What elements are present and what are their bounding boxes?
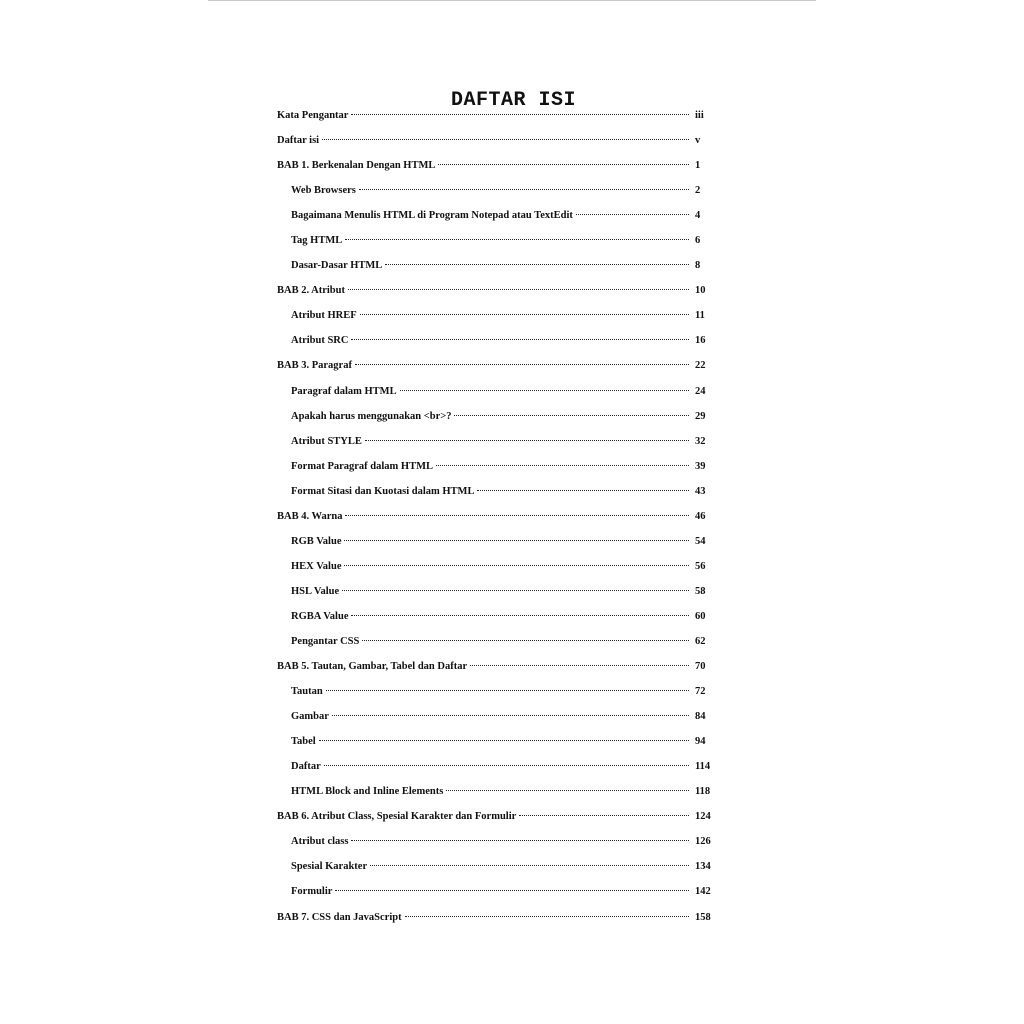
toc-section-entry xyxy=(277,235,717,260)
toc-page-number: 11 xyxy=(695,310,705,322)
toc-entry-label: BAB 2. Atribut xyxy=(277,285,345,297)
dot-leader xyxy=(345,515,689,516)
toc-entry-label: Tautan xyxy=(291,686,323,698)
toc-section-entry xyxy=(277,761,717,786)
toc-page-number: iii xyxy=(695,110,704,121)
page-top-edge xyxy=(208,0,816,1)
toc-chapter-entry xyxy=(277,511,717,536)
toc-section-entry xyxy=(277,411,717,436)
toc-entry-label: Atribut HREF xyxy=(291,310,357,322)
toc-page-number: 22 xyxy=(695,360,706,372)
toc-chapter-entry xyxy=(277,135,717,160)
dot-leader xyxy=(470,665,689,666)
toc-entry-label: BAB 1. Berkenalan Dengan HTML xyxy=(277,160,436,172)
dot-leader xyxy=(345,239,689,240)
toc-section-entry xyxy=(277,310,717,335)
toc-entry-label: Atribut SRC xyxy=(291,335,349,347)
toc-page-number: 60 xyxy=(695,610,706,622)
toc-entry-label: Daftar isi xyxy=(277,135,320,147)
dot-leader xyxy=(335,890,689,891)
toc-page-number: 2 xyxy=(695,185,701,197)
dot-leader xyxy=(351,840,689,841)
toc-chapter-entry xyxy=(277,285,717,310)
toc-page-number: 118 xyxy=(695,786,711,798)
toc-page-number: 29 xyxy=(695,410,706,422)
dot-leader xyxy=(405,916,689,917)
toc-entry-label: Gambar xyxy=(291,711,329,723)
toc-page-number: 142 xyxy=(695,886,711,898)
dot-leader xyxy=(438,164,689,165)
page-title: DAFTAR ISI xyxy=(450,89,577,113)
toc-entry-label: BAB 5. Tautan, Gambar, Tabel dan Daftar xyxy=(277,661,468,673)
toc-entry-label: Atribut class xyxy=(291,836,349,848)
toc-page-number: 8 xyxy=(695,260,701,272)
toc-section-entry xyxy=(277,886,717,911)
toc-page-number: 10 xyxy=(695,285,706,297)
toc-entry-label: Kata Pengantar xyxy=(277,110,349,121)
toc-section-entry xyxy=(277,861,717,886)
toc-entry-label: BAB 6. Atribut Class, Spesial Karakter dan Formulir xyxy=(277,811,517,823)
dot-leader xyxy=(344,565,689,566)
toc-section-entry xyxy=(277,335,717,360)
toc-section-entry xyxy=(277,386,717,411)
toc-section-entry xyxy=(277,611,717,636)
toc-entry-label: Tag HTML xyxy=(291,235,343,247)
dot-leader xyxy=(400,390,689,391)
toc-section-entry xyxy=(277,786,717,811)
toc-section-entry xyxy=(277,636,717,661)
dot-leader xyxy=(326,690,689,691)
toc-section-entry xyxy=(277,836,717,861)
toc-page-number: 124 xyxy=(695,811,711,823)
toc-entry-label: Atribut STYLE xyxy=(291,435,362,447)
toc-section-entry xyxy=(277,260,717,285)
toc-entry-label: Dasar-Dasar HTML xyxy=(291,260,383,272)
toc-page-number: 4 xyxy=(695,210,701,222)
toc-section-entry xyxy=(277,436,717,461)
dot-leader xyxy=(385,264,689,265)
toc-page-number: 16 xyxy=(695,335,706,347)
dot-leader xyxy=(370,865,689,866)
toc-section-entry xyxy=(277,711,717,736)
toc-section-entry xyxy=(277,461,717,486)
toc-section-entry xyxy=(277,736,717,761)
toc-page-number: v xyxy=(695,135,701,147)
toc-section-entry xyxy=(277,561,717,586)
toc-section-entry xyxy=(277,586,717,611)
toc-entry-label: BAB 3. Paragraf xyxy=(277,360,352,372)
dot-leader xyxy=(342,590,689,591)
toc-entry-label: Format Sitasi dan Kuotasi dalam HTML xyxy=(291,485,475,497)
toc-entry-label: Web Browsers xyxy=(291,185,356,197)
toc-entry-label: Tabel xyxy=(291,736,316,748)
toc-entry-label: RGBA Value xyxy=(291,610,349,622)
dot-leader xyxy=(351,615,689,616)
toc-page-number: 158 xyxy=(695,911,711,923)
toc-page-number: 39 xyxy=(695,460,706,472)
toc-page-number: 58 xyxy=(695,585,706,597)
toc-entry-label: BAB 7. CSS dan JavaScript xyxy=(277,911,402,923)
toc-section-entry xyxy=(277,536,717,561)
toc-page-number: 1 xyxy=(695,160,701,172)
dot-leader xyxy=(446,790,689,791)
toc-page-number: 134 xyxy=(695,861,711,873)
toc-entry-label: RGB Value xyxy=(291,535,342,547)
dot-leader xyxy=(319,740,689,741)
toc-entry-label: Format Paragraf dalam HTML xyxy=(291,460,434,472)
table-of-contents xyxy=(277,110,717,937)
dot-leader xyxy=(332,715,689,716)
toc-chapter-entry xyxy=(277,110,717,135)
toc-entry-label: Formulir xyxy=(291,886,333,898)
toc-entry-label: HEX Value xyxy=(291,560,342,572)
toc-page-number: 126 xyxy=(695,836,711,848)
toc-entry-label: HTML Block and Inline Elements xyxy=(291,786,444,798)
toc-page-number: 32 xyxy=(695,435,706,447)
dot-leader xyxy=(360,314,689,315)
dot-leader xyxy=(477,490,689,491)
toc-page-number: 6 xyxy=(695,235,701,247)
dot-leader xyxy=(348,289,689,290)
toc-section-entry xyxy=(277,210,717,235)
toc-entry-label: Daftar xyxy=(291,761,321,773)
toc-section-entry xyxy=(277,686,717,711)
toc-section-entry xyxy=(277,486,717,511)
toc-page-number: 94 xyxy=(695,736,706,748)
toc-page-number: 84 xyxy=(695,711,706,723)
dot-leader xyxy=(351,114,689,115)
toc-section-entry xyxy=(277,185,717,210)
dot-leader xyxy=(351,339,689,340)
toc-chapter-entry xyxy=(277,912,717,937)
toc-page-number: 46 xyxy=(695,510,706,522)
dot-leader xyxy=(362,640,689,641)
toc-chapter-entry xyxy=(277,811,717,836)
dot-leader xyxy=(322,139,689,140)
toc-page-number: 43 xyxy=(695,485,706,497)
toc-page-number: 70 xyxy=(695,661,706,673)
toc-page-number: 114 xyxy=(695,761,711,773)
toc-page-number: 54 xyxy=(695,535,706,547)
toc-entry-label: Bagaimana Menulis HTML di Program Notepad atau TextEdit xyxy=(291,210,573,222)
toc-entry-label: Apakah harus menggunakan <br>? xyxy=(291,410,452,422)
dot-leader xyxy=(344,540,689,541)
dot-leader xyxy=(436,465,689,466)
dot-leader xyxy=(359,189,689,190)
toc-entry-label: HSL Value xyxy=(291,585,340,597)
dot-leader xyxy=(519,815,689,816)
toc-entry-label: Paragraf dalam HTML xyxy=(291,385,397,397)
toc-chapter-entry xyxy=(277,360,717,385)
toc-page-number: 56 xyxy=(695,560,706,572)
toc-entry-label: Pengantar CSS xyxy=(291,635,360,647)
toc-chapter-entry xyxy=(277,160,717,185)
toc-chapter-entry xyxy=(277,661,717,686)
dot-leader xyxy=(365,440,689,441)
dot-leader xyxy=(454,415,689,416)
toc-page-number: 62 xyxy=(695,635,706,647)
toc-page-number: 24 xyxy=(695,385,706,397)
toc-page-number: 72 xyxy=(695,686,706,698)
dot-leader xyxy=(355,364,689,365)
toc-entry-label: Spesial Karakter xyxy=(291,861,368,873)
toc-entry-label: BAB 4. Warna xyxy=(277,510,343,522)
dot-leader xyxy=(576,214,689,215)
dot-leader xyxy=(324,765,689,766)
